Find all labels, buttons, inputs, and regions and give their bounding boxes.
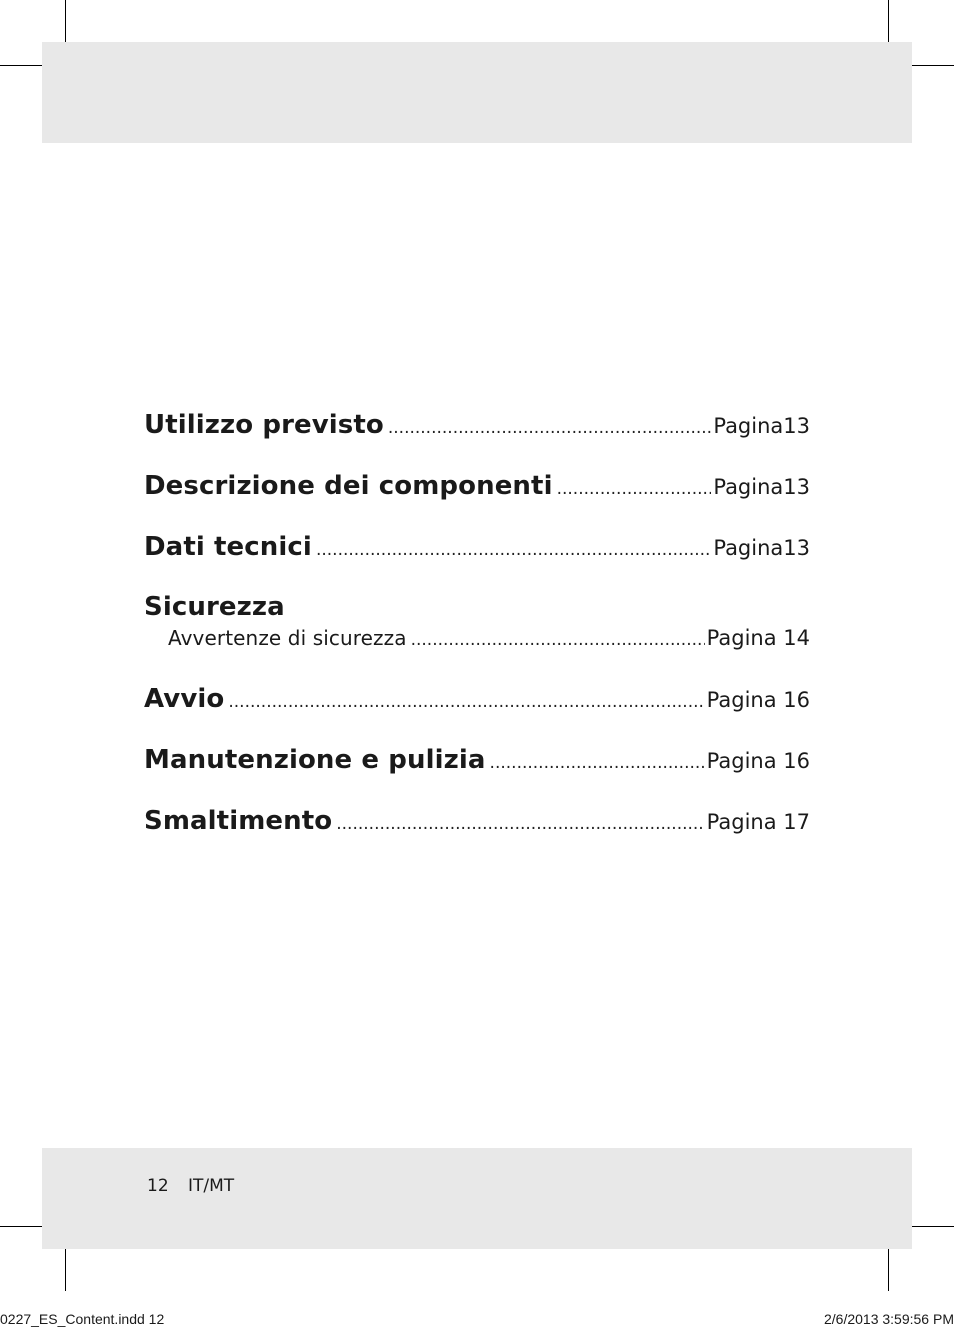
dot-leader	[490, 753, 705, 773]
toc-entry-title: Smaltimento	[144, 806, 333, 836]
crop-mark	[912, 65, 954, 66]
toc-entry-title: Dati tecnici	[144, 532, 312, 562]
crop-mark	[912, 1226, 954, 1227]
toc-entry-avvertenze-sicurezza[interactable]	[168, 626, 810, 650]
toc-entry-title: Utilizzo previsto	[144, 410, 384, 440]
toc-entry-avvio[interactable]	[144, 684, 810, 714]
toc-entry-title: Manutenzione e pulizia	[144, 745, 486, 775]
dot-leader	[316, 540, 711, 560]
crop-mark	[65, 0, 66, 42]
crop-mark	[65, 1249, 66, 1291]
toc-section-sicurezza[interactable]	[144, 592, 810, 622]
toc-entry-title: Avvertenze di sicurezza	[168, 626, 407, 650]
dot-leader	[557, 479, 712, 499]
header-band	[42, 42, 912, 143]
slug-filename: 0227_ES_Content.indd 12	[0, 1311, 165, 1327]
dot-leader	[411, 630, 705, 650]
toc-entry-page: Pagina 16	[706, 749, 810, 773]
toc-entry-smaltimento[interactable]	[144, 806, 810, 836]
toc-section-title: Sicurezza	[144, 592, 285, 622]
crop-mark	[888, 1249, 889, 1291]
toc-entry-page: Pagina 16	[706, 688, 810, 712]
footer-band	[42, 1148, 912, 1249]
dot-leader	[336, 814, 704, 834]
toc-entry-manutenzione-pulizia[interactable]	[144, 745, 810, 775]
toc-entry-page: Pagina13	[713, 475, 810, 499]
crop-mark	[0, 65, 42, 66]
page-number: 12	[147, 1176, 169, 1196]
crop-mark	[0, 1226, 42, 1227]
toc-entry-title: Avvio	[144, 684, 225, 714]
toc-entry-page: Pagina13	[713, 536, 810, 560]
crop-mark	[888, 0, 889, 42]
toc-entry-page: Pagina13	[713, 414, 810, 438]
toc-entry-title: Descrizione dei componenti	[144, 471, 553, 501]
toc-entry-utilizzo-previsto[interactable]	[144, 410, 810, 440]
dot-leader	[228, 692, 704, 712]
language-code: IT/MT	[188, 1176, 235, 1196]
toc-entry-page: Pagina 14	[706, 626, 810, 650]
slug-datetime: 2/6/2013 3:59:56 PM	[824, 1311, 954, 1327]
toc-entry-dati-tecnici[interactable]	[144, 532, 810, 562]
toc-entry-descrizione-componenti[interactable]	[144, 471, 810, 501]
dot-leader	[388, 418, 711, 438]
toc-entry-page: Pagina 17	[706, 810, 810, 834]
